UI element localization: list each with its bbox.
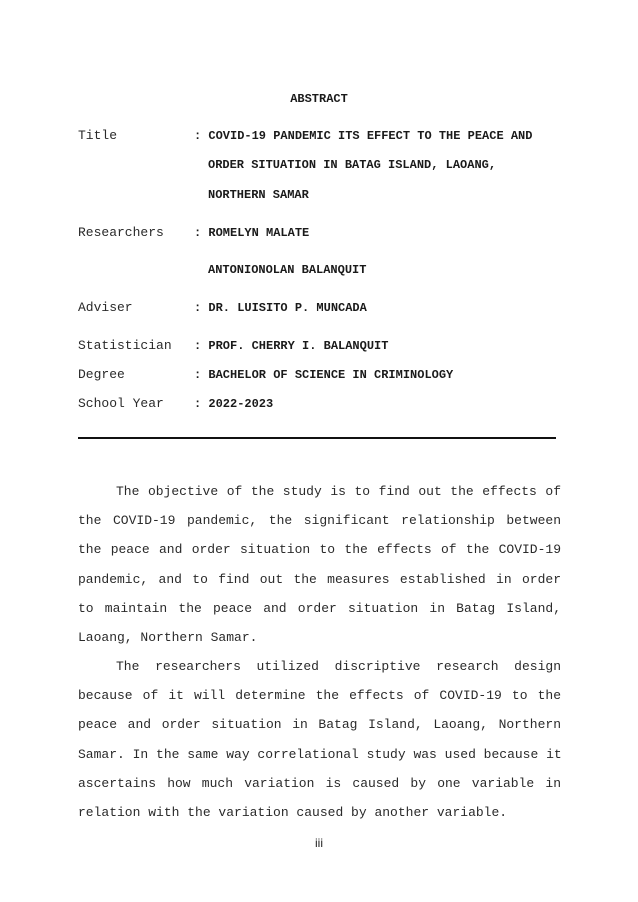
paragraph-line: ascertains how much variation is caused by one variable in bbox=[78, 775, 561, 791]
page-number: iii bbox=[315, 836, 323, 850]
paragraph-line: pandemic, and to find out the measures established in order bbox=[78, 571, 561, 587]
abstract-paragraph-1 bbox=[78, 477, 561, 652]
paragraph-line: The objective of the study is to find out the effects of bbox=[116, 484, 561, 499]
statistician-value: : PROF. CHERRY I. BALANQUIT bbox=[194, 339, 389, 353]
title-value-line-1: : COVID-19 PANDEMIC ITS EFFECT TO THE PEACE AND bbox=[194, 129, 533, 143]
paragraph-line: relation with the variation caused by another variable. bbox=[78, 804, 508, 820]
paragraph-line: Samar. In the same way correlational study was used because it bbox=[78, 746, 562, 762]
adviser-label: Adviser bbox=[78, 300, 133, 315]
title-value-line-3: NORTHERN SAMAR bbox=[208, 188, 309, 202]
title-value-line-2: ORDER SITUATION IN BATAG ISLAND, LAOANG, bbox=[208, 158, 497, 172]
title-label: Title bbox=[78, 128, 118, 143]
paragraph-line: peace and order situation in Batag Island, Laoang, Northern bbox=[78, 717, 561, 733]
adviser-value: : DR. LUISITO P. MUNCADA bbox=[194, 301, 367, 315]
paragraph-line: the peace and order situation to the effects of the COVID-19 bbox=[78, 542, 561, 558]
abstract-heading: ABSTRACT bbox=[290, 92, 348, 106]
paragraph-line: because of it will determine the effects of COVID-19 to the bbox=[78, 688, 561, 704]
paragraph-line: Laoang, Northern Samar. bbox=[78, 629, 258, 645]
researchers-value-line-1: : ROMELYN MALATE bbox=[194, 226, 310, 240]
statistician-label: Statistician bbox=[78, 338, 172, 353]
researchers-value-line-2: ANTONIONOLAN BALANQUIT bbox=[208, 263, 367, 277]
school-year-value: : 2022-2023 bbox=[194, 397, 274, 411]
school-year-label: School Year bbox=[78, 396, 164, 411]
paragraph-line: to maintain the peace and order situation in Batag Island, bbox=[78, 600, 561, 616]
paragraph-line: the COVID-19 pandemic, the significant relationship between bbox=[78, 513, 561, 529]
degree-value: : BACHELOR OF SCIENCE IN CRIMINOLOGY bbox=[194, 368, 454, 382]
abstract-paragraph-2 bbox=[78, 652, 561, 827]
header-divider bbox=[78, 437, 556, 439]
degree-label: Degree bbox=[78, 367, 125, 382]
researchers-label: Researchers bbox=[78, 225, 164, 240]
paragraph-line: The researchers utilized discriptive research design bbox=[116, 659, 561, 674]
